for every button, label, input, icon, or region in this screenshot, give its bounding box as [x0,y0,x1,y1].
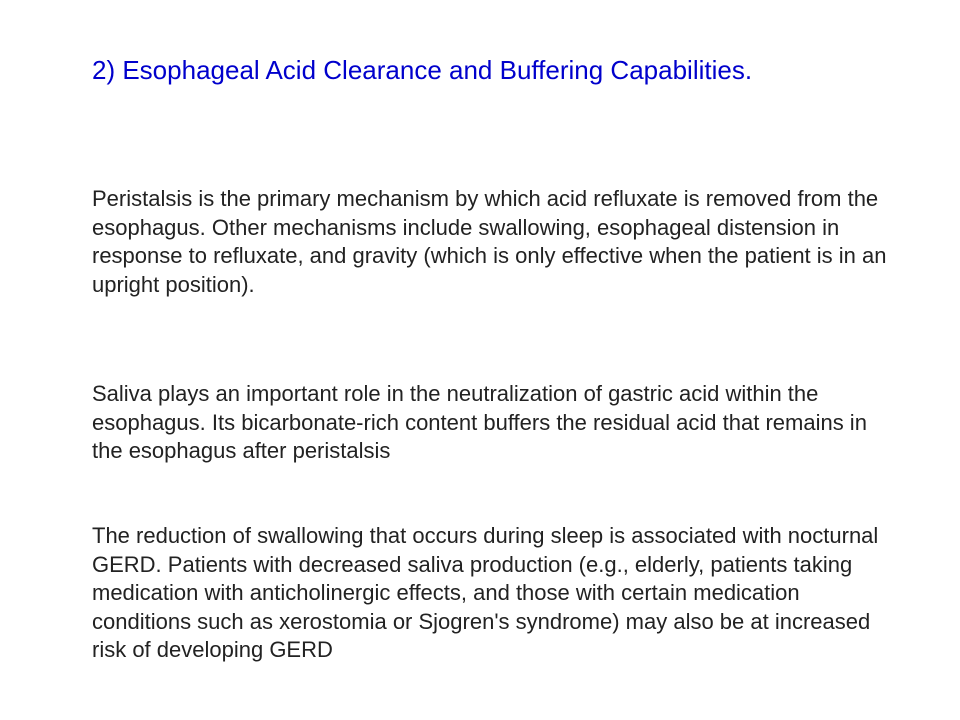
paragraph-sleep-swallowing: The reduction of swallowing that occurs during sleep is associated with nocturnal GERD. Patients with decreased saliva production (e.g., elderly, patients taking medication with anticholinergic effects, and those with certain medication conditions such as xerostomia or Sjogren's syndrome) may also be at increased risk of developing GERD [92,523,879,662]
paragraph-peristalsis: Peristalsis is the primary mechanism by which acid refluxate is removed from the esophagus. Other mechanisms include swallowing, esophageal distension in response to refluxate, and gravity (which is only effective when the patient is in an upright position). [92,186,887,297]
paragraph-saliva: Saliva plays an important role in the neutralization of gastric acid within the esophagus. Its bicarbonate-rich content buffers the residual acid that remains in the esophagus after peristalsis [92,381,867,463]
slide-title: 2) Esophageal Acid Clearance and Buffering Capabilities. [92,55,753,85]
